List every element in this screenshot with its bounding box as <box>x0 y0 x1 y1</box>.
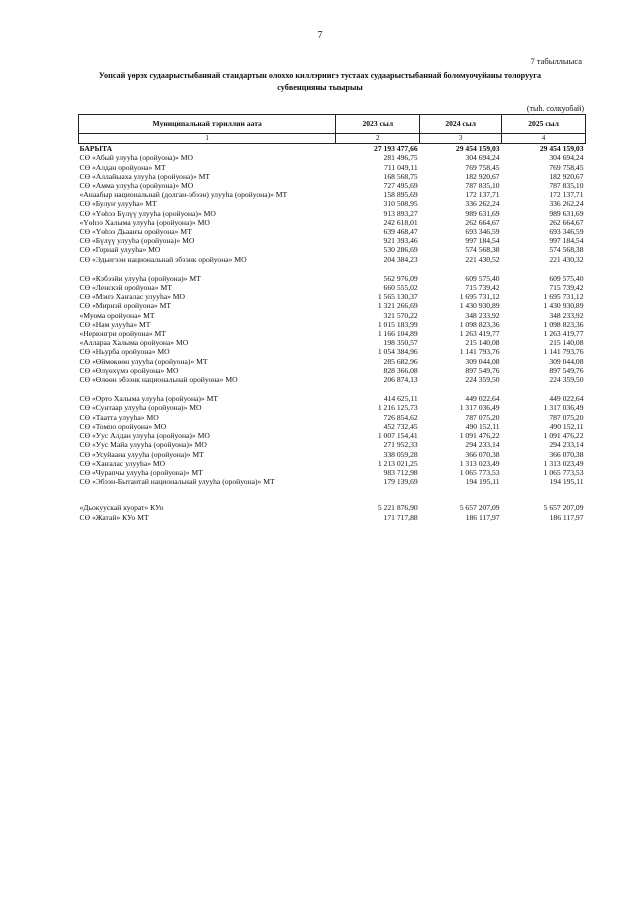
table-row <box>79 218 586 227</box>
page-number: 7 <box>317 30 323 41</box>
value-2023: 168 568,75 <box>383 171 418 181</box>
value-2023: 727 495,69 <box>383 181 418 191</box>
municipality-name: СӨ «Үөһээ Бүлүү улууһа (оройуона)» МО <box>79 208 216 218</box>
value-2025: 1 141 793,76 <box>543 347 584 357</box>
value-2023: 562 976,09 <box>383 273 418 283</box>
value-2023: 828 366,08 <box>383 365 418 375</box>
municipality-name: СӨ «Абый улууһа (оройуона)» МО <box>79 153 193 163</box>
value-2025: 304 694,24 <box>549 153 584 163</box>
value-2025: 194 195,11 <box>549 477 584 487</box>
municipality-name: БАРЫТА <box>79 144 113 154</box>
table-row <box>79 468 586 477</box>
table-row <box>79 199 586 208</box>
municipality-name: СӨ «Хаҥалас улууһа» МО <box>79 458 166 468</box>
table-row <box>79 163 586 172</box>
value-2023: 530 286,69 <box>383 245 418 255</box>
municipality-name: СӨ «Аллайыаха улууһа (оройуона)» МТ <box>79 171 211 181</box>
value-2025: 309 044,08 <box>549 356 584 366</box>
value-2023: 414 625,11 <box>383 394 418 404</box>
spacer-cell <box>79 486 586 503</box>
value-2025: 5 657 207,09 <box>543 503 584 513</box>
value-2024: 989 631,69 <box>465 208 500 218</box>
value-2023: 1 166 104,89 <box>377 329 418 339</box>
value-2024: 336 262,24 <box>465 199 500 209</box>
table-row <box>79 236 586 245</box>
value-2023: 338 059,28 <box>383 449 418 459</box>
value-2024: 215 140,08 <box>465 338 500 348</box>
table-row <box>79 329 586 338</box>
value-2023: 639 468,47 <box>383 227 418 237</box>
municipality-name: СӨ «Уус Майа улууһа (оройуона)» МО <box>79 440 207 450</box>
municipality-name: «Муома оройуона» МТ <box>79 310 155 320</box>
value-2025: 715 739,42 <box>549 283 584 293</box>
value-2024: 1 065 773,53 <box>459 467 500 477</box>
value-2025: 186 117,97 <box>549 512 584 522</box>
value-2024: 490 152,11 <box>465 421 500 431</box>
municipality-name: СӨ «Орто Халыма улууһа (оройуона)» МТ <box>79 394 219 404</box>
table-row <box>79 347 586 356</box>
table-row <box>79 190 586 199</box>
municipality-name: СӨ «Кэбээйи улууһа (оройуона)» МТ <box>79 273 201 283</box>
municipality-name: СӨ «Усуйаана улууһа (оройуона)» МТ <box>79 449 204 459</box>
table-row <box>79 153 586 162</box>
value-2025: 1 098 823,36 <box>543 319 584 329</box>
table-row <box>79 422 586 431</box>
value-2025: 490 152,11 <box>549 421 584 431</box>
table-row <box>79 403 586 412</box>
value-2024: 1 263 419,77 <box>459 329 500 339</box>
value-2025: 1 695 731,12 <box>543 292 584 302</box>
value-2024: 224 359,50 <box>465 375 500 385</box>
municipality-name: СӨ «Өймөкөөн улууһа (оройуона)» МТ <box>79 356 208 366</box>
value-2025: 769 758,45 <box>549 162 584 172</box>
value-2025: 1 065 773,53 <box>543 467 584 477</box>
value-2025: 693 346,59 <box>549 227 584 237</box>
municipality-name: «Үөһээ Халыма улууһа (оройуона)» МО <box>79 217 210 227</box>
value-2025: 224 359,50 <box>549 375 584 385</box>
value-2024: 5 657 207,09 <box>459 503 500 513</box>
value-2023: 206 874,13 <box>383 375 418 385</box>
value-2023: 310 508,95 <box>383 199 418 209</box>
value-2023: 271 952,33 <box>383 440 418 450</box>
municipality-name: СӨ «Сунтаар улууһа (оройуона)» МО <box>79 403 202 413</box>
spacer-cell <box>79 384 586 394</box>
value-2024: 449 022,64 <box>465 394 500 404</box>
value-2024: 294 233,14 <box>465 440 500 450</box>
table-row <box>79 431 586 440</box>
table-row <box>79 301 586 310</box>
table-row <box>79 245 586 254</box>
table-row <box>79 338 586 347</box>
value-2025: 336 262,24 <box>549 199 584 209</box>
table-header <box>79 115 586 144</box>
column-header-2025: 2025 сыл <box>502 115 586 134</box>
spacer-row <box>79 264 586 274</box>
value-2023: 171 717,88 <box>383 512 418 522</box>
column-header-2024: 2024 сыл <box>420 115 502 134</box>
value-2023: 281 496,75 <box>383 153 418 163</box>
value-2023: 1 216 125,73 <box>377 403 418 413</box>
value-2025: 897 549,76 <box>549 365 584 375</box>
value-2025: 1 430 930,89 <box>543 301 584 311</box>
value-2024: 997 184,54 <box>465 236 500 246</box>
value-2023: 1 321 266,69 <box>377 301 418 311</box>
municipality-name: СӨ «Таатта улууһа» МО <box>79 412 159 422</box>
table-row <box>79 283 586 292</box>
municipality-name: «Нерюнгри оройуона» МТ <box>79 329 166 339</box>
value-2025: 1 263 419,77 <box>543 329 584 339</box>
value-2023: 1 565 130,37 <box>377 292 418 302</box>
table-row <box>79 413 586 422</box>
attachment-label: 7 табыллыыса <box>530 56 582 66</box>
value-2024: 1 141 793,76 <box>459 347 500 357</box>
municipality-name: СӨ «Алдан оройуона» МТ <box>79 162 166 172</box>
table-row <box>79 366 586 375</box>
municipality-name: СӨ «Мэҥэ Хаҥалас улууһа» МО <box>79 292 186 302</box>
municipality-name: СӨ «Өлөөн эбээнк национальнай оройуона» МО <box>79 375 238 385</box>
table-row <box>79 375 586 384</box>
value-2025: 609 575,40 <box>549 273 584 283</box>
value-2025: 262 664,67 <box>549 217 584 227</box>
municipality-name: «Анаабыр национальнай (долган-эбээн) улууһа (оройуона)» МТ <box>79 190 288 200</box>
value-2024: 262 664,67 <box>465 217 500 227</box>
value-2024: 366 070,38 <box>465 449 500 459</box>
table-row <box>79 513 586 522</box>
value-2024: 787 835,10 <box>465 181 500 191</box>
value-2024: 574 568,38 <box>465 245 500 255</box>
table-row <box>79 394 586 403</box>
column-number-2: 2 <box>336 134 420 144</box>
table-row <box>79 459 586 468</box>
value-2024: 182 920,67 <box>465 171 500 181</box>
table-row <box>79 227 586 236</box>
value-2025: 29 454 159,03 <box>539 144 584 154</box>
table-row <box>79 209 586 218</box>
value-2024: 348 233,92 <box>465 310 500 320</box>
value-2023: 321 570,22 <box>383 310 418 320</box>
value-2024: 897 549,76 <box>465 365 500 375</box>
value-2024: 1 313 023,49 <box>459 458 500 468</box>
table-row <box>79 503 586 512</box>
value-2024: 609 575,40 <box>465 273 500 283</box>
municipality-name: СӨ «Ньурба оройуона» МО <box>79 347 170 357</box>
value-2023: 285 682,96 <box>383 356 418 366</box>
value-2023: 242 618,01 <box>383 217 418 227</box>
value-2024: 1 430 930,89 <box>459 301 500 311</box>
value-2024: 186 117,97 <box>465 512 500 522</box>
value-2025: 366 070,38 <box>549 449 584 459</box>
table-row <box>79 357 586 366</box>
spacer-row <box>79 486 586 503</box>
value-2024: 787 075,20 <box>465 412 500 422</box>
value-2025: 1 317 036,49 <box>543 403 584 413</box>
table-row <box>79 255 586 264</box>
value-2025: 787 075,20 <box>549 412 584 422</box>
document-title: Уопсай үөрэх судаарыстыбаннай стандартын олоххо киллэриигэ тустаах судаарыстыбаннай боломуочуйаны толорууга субвенцияны тыырыы <box>98 71 542 92</box>
value-2024: 221 430,52 <box>465 254 500 264</box>
value-2025: 172 137,71 <box>549 190 584 200</box>
column-number-1: 1 <box>79 134 336 144</box>
value-2024: 29 454 159,03 <box>455 144 500 154</box>
column-header-2023: 2023 сыл <box>336 115 420 134</box>
municipality-name: СӨ «Эдьигээн национальнай эбээнк оройуона» МО <box>79 254 247 264</box>
table-row <box>79 172 586 181</box>
subvention-table <box>78 114 586 522</box>
municipality-name: СӨ «Мирнэй оройуона» МТ <box>79 301 172 311</box>
value-2024: 1 091 476,22 <box>459 431 500 441</box>
unit-label: (тыһ. солкуобай) <box>526 104 584 113</box>
value-2023: 198 350,57 <box>383 338 418 348</box>
table-row <box>79 181 586 190</box>
value-2023: 27 193 477,66 <box>374 144 418 154</box>
value-2023: 711 049,11 <box>384 162 418 172</box>
spacer-row <box>79 384 586 394</box>
municipality-name: СӨ «Нам улууһа» МТ <box>79 319 151 329</box>
value-2024: 1 695 731,12 <box>459 292 500 302</box>
table-row <box>79 292 586 301</box>
municipality-name: СӨ «Булуҥ улууһа» МТ <box>79 199 157 209</box>
value-2025: 221 430,32 <box>549 254 584 264</box>
value-2023: 726 854,62 <box>383 412 418 422</box>
value-2025: 294 233,14 <box>549 440 584 450</box>
value-2024: 769 758,45 <box>465 162 500 172</box>
value-2025: 997 184,54 <box>549 236 584 246</box>
municipality-name: СӨ «Эбээн-Бытантай национальнай улууһа (оройуона)» МТ <box>79 477 275 487</box>
value-2023: 452 732,45 <box>383 421 418 431</box>
total-row <box>79 144 586 154</box>
column-number-3: 3 <box>420 134 502 144</box>
value-2025: 1 313 023,49 <box>543 458 584 468</box>
municipality-name: СӨ «Томпо оройуона» МО <box>79 421 167 431</box>
value-2023: 983 712,98 <box>383 467 418 477</box>
value-2025: 215 140,08 <box>549 338 584 348</box>
municipality-name: СӨ «Уус Алдан улууһа (оройуона)» МО <box>79 431 210 441</box>
column-header-name: Муниципальнай тэриллии аата <box>79 115 336 134</box>
table-row <box>79 450 586 459</box>
municipality-name: СӨ «Ленскэй оройуона» МТ <box>79 283 172 293</box>
value-2023: 179 139,69 <box>383 477 418 487</box>
municipality-name: СӨ «Жатай» КУо МТ <box>79 512 149 522</box>
value-2024: 309 044,08 <box>465 356 500 366</box>
value-2025: 787 835,10 <box>549 181 584 191</box>
value-2023: 1 007 154,41 <box>377 431 418 441</box>
municipality-name: СӨ «Үөһээ Дьааҥы оройуона» МТ <box>79 227 192 237</box>
value-2024: 693 346,59 <box>465 227 500 237</box>
table-row <box>79 477 586 486</box>
value-2025: 1 091 476,22 <box>543 431 584 441</box>
table-body <box>79 144 586 522</box>
municipality-name: СӨ «Өлүөхүмэ оройуона» МО <box>79 365 179 375</box>
value-2024: 715 739,42 <box>465 283 500 293</box>
table-row <box>79 440 586 449</box>
municipality-name: «Аллараа Халыма оройуона» МО <box>79 338 189 348</box>
value-2023: 913 893,27 <box>383 208 418 218</box>
table-row <box>79 320 586 329</box>
municipality-name: «Дьокуускай куорат» КУо <box>79 503 164 513</box>
value-2025: 574 568,38 <box>549 245 584 255</box>
municipality-name: СӨ «Горнай улууһа» МО <box>79 245 161 255</box>
table-row <box>79 311 586 320</box>
value-2025: 989 631,69 <box>549 208 584 218</box>
spacer-cell <box>79 264 586 274</box>
value-2023: 204 384,23 <box>383 254 418 264</box>
value-2024: 194 195,11 <box>465 477 500 487</box>
municipality-name: СӨ «Амма улууһа (оройуона)» МО <box>79 181 194 191</box>
value-2023: 921 393,46 <box>383 236 418 246</box>
value-2023: 660 555,02 <box>383 283 418 293</box>
value-2023: 5 221 876,90 <box>377 503 418 513</box>
value-2023: 1 054 384,96 <box>377 347 418 357</box>
value-2025: 182 920,67 <box>549 171 584 181</box>
column-number-4: 4 <box>502 134 586 144</box>
value-2024: 1 098 823,36 <box>459 319 500 329</box>
value-2023: 1 213 021,25 <box>377 458 418 468</box>
value-2025: 449 022,64 <box>549 394 584 404</box>
value-2024: 172 137,71 <box>465 190 500 200</box>
value-2023: 158 895,69 <box>383 190 418 200</box>
municipality-name: СӨ «Чурапчы улууһа (оройуона)» МТ <box>79 467 203 477</box>
value-2024: 1 317 036,49 <box>459 403 500 413</box>
table-row <box>79 274 586 283</box>
value-2025: 348 233,92 <box>549 310 584 320</box>
value-2023: 1 015 183,99 <box>377 319 418 329</box>
value-2024: 304 694,24 <box>465 153 500 163</box>
municipality-name: СӨ «Бүлүү улууһа (оройуона)» МО <box>79 236 195 246</box>
